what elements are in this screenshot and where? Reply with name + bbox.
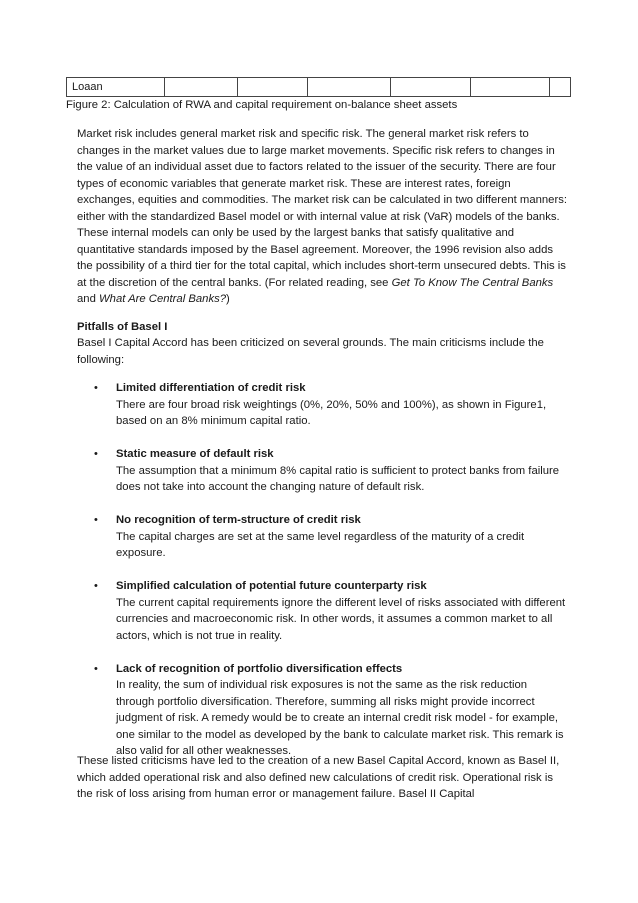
- item-title: Limited differentiation of credit risk: [116, 382, 306, 394]
- item-title: Lack of recognition of portfolio diversification effects: [116, 662, 403, 675]
- conclusion-paragraph: These listed criticisms have led to the creation of a new Basel Capital Accord, known as Basel II, which added operational risk and also defined new calculations of credit risk. Operational risk is the risk of loss arising from human error or management failure. Basel II Capital: [77, 755, 560, 800]
- bullet-icon: •: [94, 580, 98, 592]
- table-cell-loan: Loaan: [67, 78, 165, 97]
- pitfalls-list: [77, 380, 567, 776]
- item-body: The assumption that a minimum 8% capital ratio is sufficient to protect banks from failure does not take into account the changing nature of default risk.: [116, 464, 560, 493]
- item-body: The capital charges are set at the same level regardless of the maturity of a credit exposure.: [116, 530, 525, 559]
- bullet-icon: •: [94, 448, 98, 460]
- link-joiner: and: [77, 293, 99, 305]
- list-item: [77, 380, 567, 430]
- list-item: [77, 446, 567, 496]
- market-risk-text: Market risk includes general market risk and specific risk. The general market risk refers to changes in the market values due to large market movements. Specific risk refers to changes in the value of an individual asset due to factors related to the issuer of the security. There are four types of economic variables that generate market risk. These are interest rates, foreign exchanges, equities and commodities. The market risk can be calculated in two different manners: either with the standardized Basel model or with internal value at risk (VaR) models of the banks. These internal models can only be used by the largest banks that satisfy qualitative and quantitative standards imposed by the Basel agreement. Moreover, the 1996 revision also adds the possibility of a third tier for the total capital, which includes short-term unsecured debts. This is at the discretion of the central banks. (For related reading, see: [77, 128, 567, 289]
- table-cell: [550, 78, 571, 97]
- item-body: In reality, the sum of individual risk exposures is not the same as the risk reduction through portfolio diversification. Therefore, summing all risks might provide incorrect judgment of risk. A remedy would be to create an internal credit risk model - for example, one similar to the model as developed by the bank to calculate market risk. This remark is also valid for all other weaknesses.: [116, 679, 564, 757]
- list-item: [77, 512, 567, 562]
- list-item: [77, 661, 567, 760]
- rwa-table-last-row: [66, 77, 571, 97]
- closing-paren: ): [226, 293, 230, 305]
- figure-caption: Figure 2: Calculation of RWA and capital requirement on-balance sheet assets: [66, 99, 458, 111]
- table-cell: [308, 78, 391, 97]
- table-cell: [391, 78, 471, 97]
- item-title: Simplified calculation of potential future counterparty risk: [116, 580, 427, 592]
- table-cell: [238, 78, 308, 97]
- table-cell: [165, 78, 238, 97]
- table-row: [67, 78, 571, 97]
- item-body: There are four broad risk weightings (0%, 20%, 50% and 100%), as shown in Figure1, based on an 8% minimum capital ratio.: [116, 398, 547, 427]
- pitfalls-heading: Pitfalls of Basel I: [77, 321, 168, 333]
- link-central-banks[interactable]: Get To Know The Central Banks: [391, 276, 554, 289]
- table-cell: [471, 78, 550, 97]
- item-title: No recognition of term-structure of credit risk: [116, 514, 361, 526]
- link-what-are-central-banks[interactable]: What Are Central Banks?: [99, 293, 227, 305]
- pitfalls-intro: Basel I Capital Accord has been criticized on several grounds. The main criticisms include the following:: [77, 337, 544, 366]
- list-item: [77, 578, 567, 644]
- bullet-icon: •: [94, 662, 98, 675]
- bullet-icon: •: [94, 514, 98, 526]
- bullet-icon: •: [94, 382, 98, 394]
- item-body: The current capital requirements ignore the different level of risks associated with different currencies and macroeconomic risk. In other words, it assumes a common market to all actors, which is not true in reality.: [116, 596, 566, 642]
- market-risk-paragraph: [77, 126, 567, 308]
- item-title: Static measure of default risk: [116, 448, 274, 460]
